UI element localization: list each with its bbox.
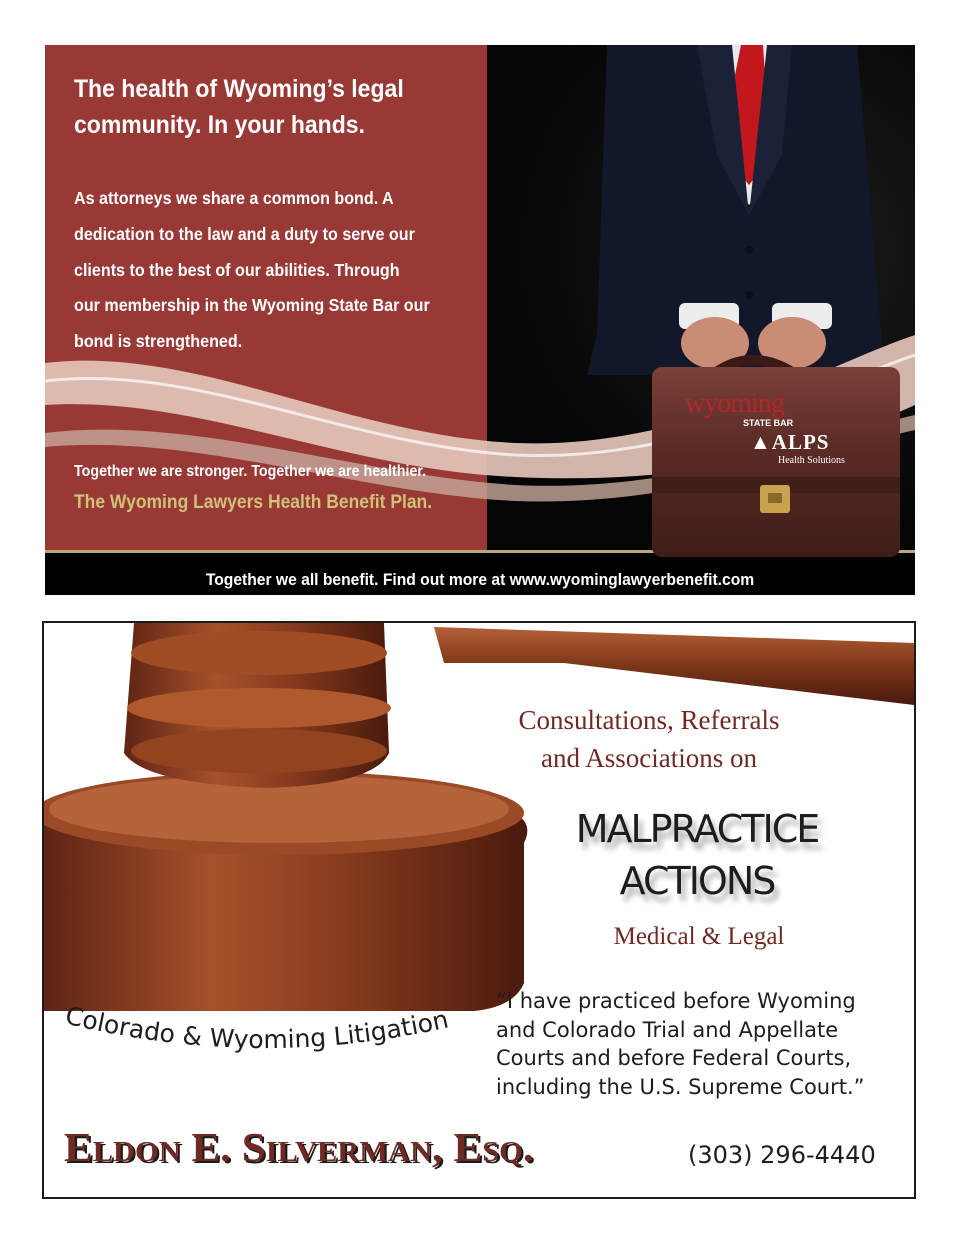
attorney-name: Eldon E. Silverman, Esq. xyxy=(64,1124,534,1170)
ad-body xyxy=(74,181,451,360)
alps-logo-text: ▲ALPS xyxy=(750,430,830,454)
silverman-ad xyxy=(42,621,916,1199)
phone-number: (303) 296-4440 xyxy=(688,1141,876,1169)
quote-line: Courts and before Federal Courts, xyxy=(496,1046,852,1070)
quote-line: including the U.S. Supreme Court.” xyxy=(496,1074,865,1099)
plan-name: The Wyoming Lawyers Health Benefit Plan. xyxy=(74,492,433,513)
wyoming-bar-ad xyxy=(45,45,915,595)
headline-line: community. In your hands. xyxy=(74,111,365,139)
ad-headline xyxy=(74,71,442,143)
body-line: dedication to the law and a duty to serve our xyxy=(74,223,415,244)
body-line: As attorneys we share a common bond. A xyxy=(74,188,394,208)
body-line: bond is strengthened. xyxy=(74,331,243,352)
body-line: clients to the best of our abilities. Through xyxy=(74,259,400,280)
quote-line: and Colorado Trial and Appellate xyxy=(496,1017,839,1042)
malpractice-heading xyxy=(492,803,902,907)
litigation-text: Colorado & Wyoming Litigation xyxy=(62,1000,451,1055)
malpractice-line: ACTIONS xyxy=(619,859,775,903)
testimonial-quote xyxy=(496,987,886,1101)
litigation-caption xyxy=(56,993,496,1083)
headline-line: The health of Wyoming’s legal xyxy=(74,75,404,103)
wyoming-state-bar-logo xyxy=(685,388,815,428)
body-line: our membership in the Wyoming State Bar our xyxy=(74,295,430,316)
state-bar-text: STATE BAR xyxy=(743,418,794,428)
medical-legal-subheading: Medical & Legal xyxy=(613,923,785,950)
ad-tagline: Together we are stronger. Together we are healthier. xyxy=(74,463,427,480)
quote-line: “I have practiced before Wyoming xyxy=(496,989,856,1013)
alps-subtitle: Health Solutions xyxy=(778,455,845,466)
alps-logo xyxy=(750,430,845,466)
consultations-heading xyxy=(439,701,859,777)
malpractice-line: MALPRACTICE xyxy=(575,807,819,851)
consult-line: and Associations on xyxy=(541,743,757,773)
wyoming-logo-text: wyoming xyxy=(685,388,784,419)
ad-footer-bar xyxy=(45,564,915,595)
svg-text:Colorado & Wyoming Litigation xyxy=(63,1001,451,1054)
footer-text: Together we all benefit. Find out more at www.wyominglawyerbenefit.com xyxy=(205,570,755,589)
consult-line: Consultations, Referrals xyxy=(518,705,780,735)
